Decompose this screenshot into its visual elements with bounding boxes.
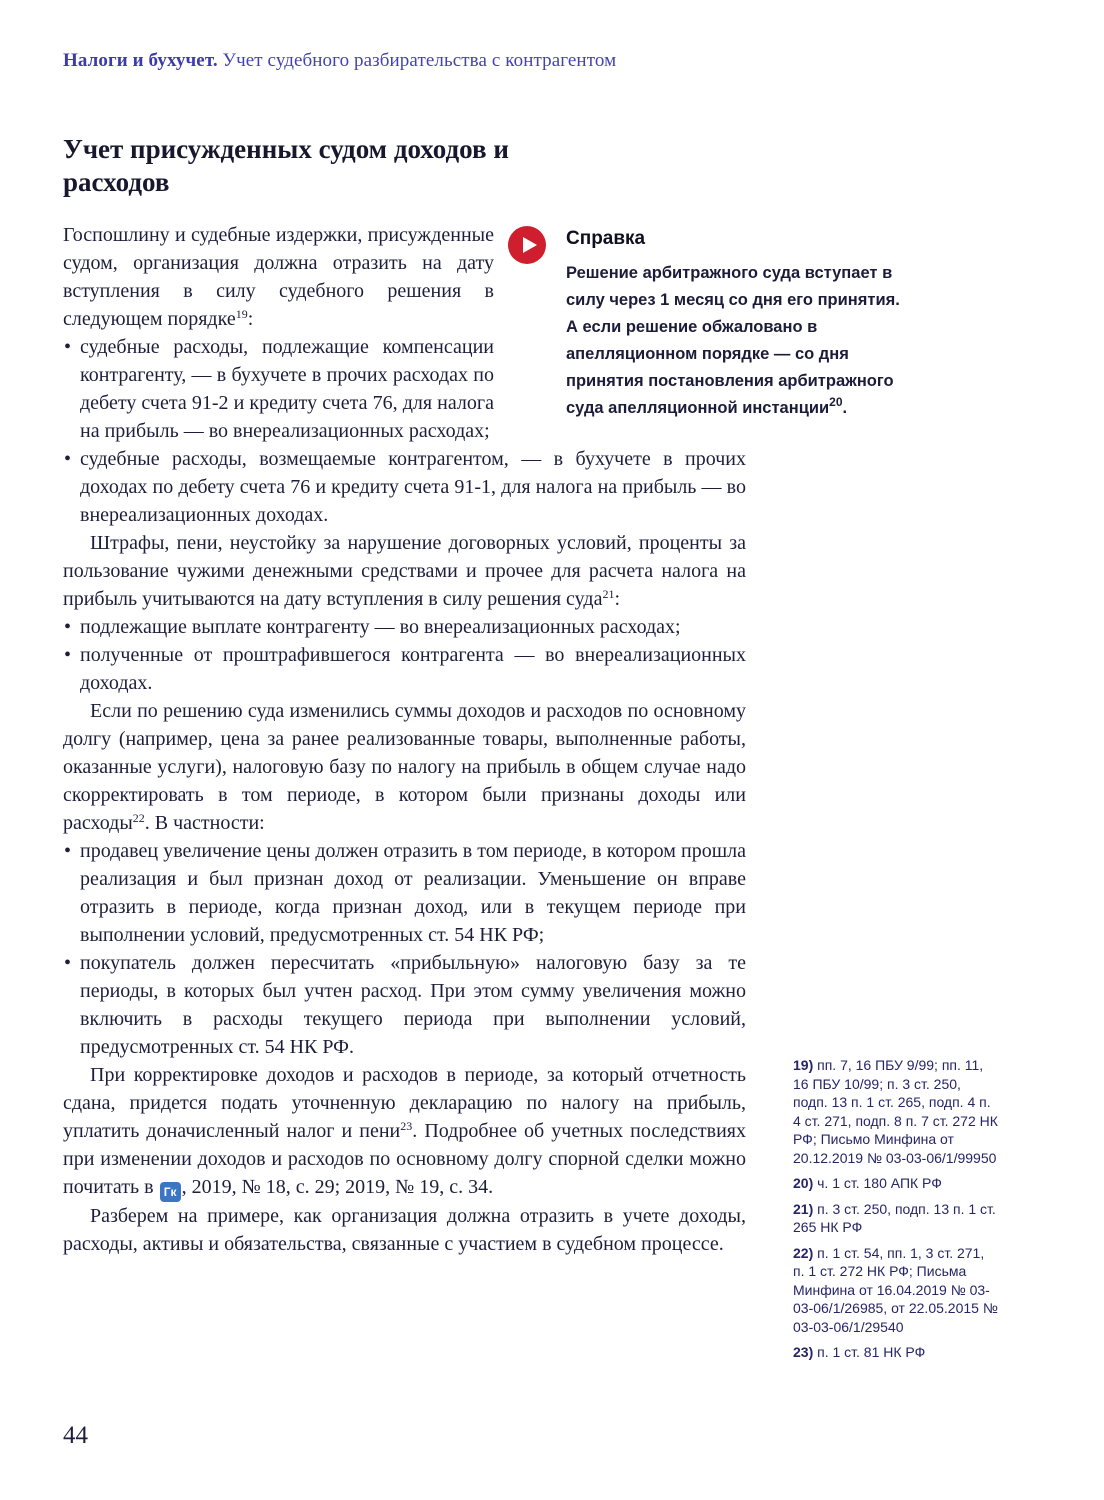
list-item: • продавец увеличение цены должен отразить в том периоде, в котором прошла реализация и был признан доход от реализации. Уменьшение он вправе отразить в периоде, когда признан доход, или в текущем периоде при выполнении условий, предусмотренных ст. 54 НК РФ; (63, 837, 746, 949)
gk-magazine-icon[interactable]: Гк (160, 1182, 181, 1202)
footnote-number: 22) (793, 1244, 814, 1261)
footnotes-sidebar (793, 1056, 998, 1369)
footnote-ref-22: 22 (132, 811, 145, 825)
footnote-text: п. 1 ст. 81 НК РФ (817, 1344, 926, 1360)
page-number: 44 (63, 1422, 88, 1449)
list-item: • покупатель должен пересчитать «прибыльную» налоговую базу за те периоды, в которых был учтен расход. При этом сумму увеличения можно включить в расходы текущего периода при выполнении условий, предусмотренных ст. 54 НК РФ. (63, 949, 746, 1061)
page-header (63, 50, 616, 72)
footnote-text: п. 3 ст. 250, подп. 13 п. 1 ст. 265 НК РФ (793, 1200, 996, 1235)
footnote-text: ч. 1 ст. 180 АПК РФ (817, 1175, 942, 1191)
section-topic: Учет судебного разбирательства с контрагентом (222, 50, 617, 71)
bullet-list-court-costs (63, 333, 746, 529)
article-title: Учет присужденных судом доходов и расходов (63, 134, 509, 197)
paragraph-example: Разберем на примере, как организация должна отразить в учете доходы, расходы, активы и обязательства, связанные с участием в судебном процессе. (63, 1205, 746, 1255)
footnote (793, 1343, 998, 1362)
bullet-list-fines (63, 613, 746, 697)
paragraph-intro: Госпошлину и судебные издержки, присужденные судом, организация должна отразить на дату вступления в силу судебного решения в следующем порядке$^{19}$: (63, 224, 494, 330)
bullet-list-base-adjustment (63, 837, 746, 1061)
footnote (793, 1200, 998, 1237)
footnote-number: 23) (793, 1344, 814, 1360)
footnote (793, 1056, 998, 1167)
footnote-text: п. 1 ст. 54, пп. 1, 3 ст. 271, п. 1 ст. 272 НК РФ; Письма Минфина от 16.04.2019 № 03-03-06/1/26985, от 22.05.2015 № 03-03-06/1/29540 (793, 1244, 998, 1335)
spravka-text: Решение арбитражного суда вступает в силу через 1 месяц со дня его принятия. А если решение обжаловано в апелляционном порядке — со дня принятия постановления арбитражного суда апелляционной инстанции$^{20}$. (566, 264, 900, 417)
list-item: • судебные расходы, подлежащие компенсации контрагенту, — в бухучете в прочих расходах по дебету счета 91-2 и кредиту счета 76, для налога на прибыль — во внереализационных расходах; (63, 333, 746, 445)
paragraph-fines: Штрафы, пени, неустойку за нарушение договорных условий, проценты за пользование чужими денежными средствами и прочее для расчета налога на прибыль учитываются на дату вступления в силу решения суда$^{21}$: (63, 532, 746, 610)
play-circle-icon (508, 226, 546, 264)
section-brand: Налоги и бухучет. (63, 50, 218, 71)
spravka-title: Справка (566, 228, 646, 249)
footnote-ref-23: 23 (400, 1119, 413, 1133)
footnote-number: 19) (793, 1057, 814, 1073)
footnote-number: 20) (793, 1175, 814, 1191)
list-item: • судебные расходы, возмещаемые контрагентом, — в бухучете в прочих доходах по дебету счета 76 и кредиту счета 91-1, для налога на прибыль — во внереализационных доходах. (63, 445, 746, 529)
list-item: • подлежащие выплате контрагенту — во внереализационных расходах; (63, 613, 746, 641)
footnote-text: пп. 7, 16 ПБУ 9/99; пп. 11, 16 ПБУ 10/99; п. 3 ст. 250, подп. 13 п. 1 ст. 265, подп. 4 п. 4 ст. 271, подп. 8 п. 7 ст. 272 НК РФ; Письмо Минфина от 20.12.2019 № 03-03-06/1/99950 (793, 1057, 998, 1166)
footnote-ref-20: 20 (829, 395, 843, 409)
footnote-ref-19: 19 (235, 307, 248, 321)
paragraph-correction: При корректировке доходов и расходов в периоде, за который отчетность сдана, придется подать уточненную декларацию по налогу на прибыль, уплатить доначисленный налог и пени$^{23}$. Подробнее об учетных последствиях при изменении доходов и расходов по основному долгу спорной сделки можно почитать в Гк , 2019, № 18, с. 29; 2019, № 19, с. 34. (63, 1061, 746, 1202)
footnote (793, 1244, 998, 1337)
paragraph-change: Если по решению суда изменились суммы доходов и расходов по основному долгу (например, цена за ранее реализованные товары, выполненные работы, оказанные услуги), налоговую базу по налогу на прибыль в общем случае надо скорректировать в том периоде, в котором были признаны доходы или расходы$^{22}$. В частности: (63, 700, 746, 834)
footnote (793, 1174, 998, 1193)
footnote-number: 21) (793, 1200, 814, 1217)
list-item: • полученные от проштрафившегося контрагента — во внереализационных доходах. (63, 641, 746, 697)
footnote-ref-21: 21 (602, 587, 615, 601)
